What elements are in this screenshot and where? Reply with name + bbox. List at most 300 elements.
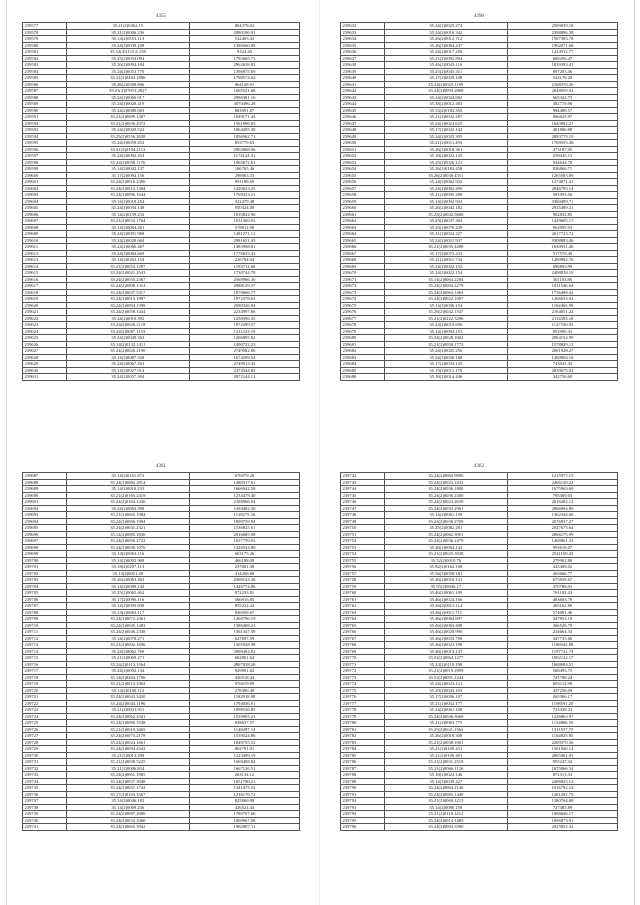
row-value-cell: 853779.63 — [189, 140, 299, 147]
row-value-cell: 1016792.12 — [507, 785, 617, 792]
row-value-cell: 9308883.46 — [507, 237, 617, 244]
row-value-cell: 1305928.98 — [189, 642, 299, 649]
row-id-cell: 239789 — [341, 778, 385, 785]
row-id-cell: 239726 — [23, 726, 67, 733]
row-id-cell: 239705 — [23, 590, 67, 597]
row-value-cell: 470786.01 — [507, 583, 617, 590]
row-code-cell: 35.21(2)0053.1287 — [66, 263, 189, 270]
table-row — [341, 374, 618, 381]
row-id-cell: 239637 — [341, 55, 385, 62]
row-value-cell: 466188.09 — [189, 557, 299, 564]
row-value-cell: 463666.77 — [507, 570, 617, 577]
row-value-cell: 581093.06 — [507, 192, 617, 199]
row-value-cell: 1031369.91 — [189, 218, 299, 225]
row-value-cell: 1965672.61 — [189, 159, 299, 166]
row-id-cell: 239702 — [23, 570, 67, 577]
row-value-cell: 1669408.84 — [189, 759, 299, 766]
row-value-cell: 862791.91 — [189, 746, 299, 753]
row-code-cell: 35.24(2)0003.3390 — [384, 824, 507, 831]
row-code-cell: 35.24(2)0022.1007 — [384, 296, 507, 303]
row-id-cell: 239744 — [341, 486, 385, 493]
row-value-cell: 465162.80 — [507, 603, 617, 610]
row-code-cell: 35.82(2)0162.108 — [384, 564, 507, 571]
row-value-cell: 2064154.99 — [507, 335, 617, 342]
row-id-cell: 239667 — [341, 250, 385, 257]
row-id-cell: 239578 — [23, 29, 67, 36]
row-value-cell: 1174124.31 — [189, 153, 299, 160]
row-id-cell: 239763 — [341, 609, 385, 616]
row-id-cell: 239630 — [23, 367, 67, 374]
panel-top-right — [340, 12, 618, 381]
table-row — [23, 374, 300, 381]
row-code-cell: 35.14(2)0039.427 — [384, 778, 507, 785]
row-code-cell: 35.17(2)0103.3367 — [66, 791, 189, 798]
row-value-cell: 1261282.70 — [507, 791, 617, 798]
row-value-cell: 1215975.15 — [507, 473, 617, 480]
row-code-cell: 35.14(2)0063.116 — [66, 551, 189, 558]
row-id-cell: 239701 — [23, 564, 67, 571]
row-id-cell: 239628 — [23, 354, 67, 361]
row-id-cell: 239662 — [341, 218, 385, 225]
row-value-cell: 342756.60 — [507, 374, 617, 381]
row-id-cell: 239625 — [23, 335, 67, 342]
row-code-cell: 35.21(2)0104.2113 — [66, 146, 189, 153]
row-code-cell: 35.14(2)0084.261 — [66, 224, 189, 231]
row-value-cell: 347853.19 — [507, 616, 617, 623]
row-value-cell: 955247.34 — [507, 759, 617, 766]
panel-top-left — [22, 12, 300, 381]
row-value-cell: 2509039.18 — [507, 23, 617, 30]
row-id-cell: 239647 — [341, 120, 385, 127]
row-code-cell: 35.26(2)0064.142 — [384, 544, 507, 551]
row-value-cell: 2981651.45 — [189, 237, 299, 244]
row-id-cell: 239710 — [23, 622, 67, 629]
row-code-cell: 35.38(2)0012.483 — [384, 101, 507, 108]
row-value-cell: 426518.44 — [189, 674, 299, 681]
row-code-cell: 35.14(2)0019.254 — [66, 198, 189, 205]
row-value-cell: 1696873.91 — [507, 817, 617, 824]
row-id-cell: 239754 — [341, 551, 385, 558]
row-code-cell: 35.25(2)0054.094 — [66, 55, 189, 62]
row-id-cell: 239777 — [341, 700, 385, 707]
row-id-cell: 239706 — [23, 596, 67, 603]
row-value-cell: 2988129.37 — [189, 283, 299, 290]
row-id-cell: 239666 — [341, 244, 385, 251]
row-value-cell: 1211223.19 — [189, 328, 299, 335]
row-value-cell: 745788.24 — [507, 674, 617, 681]
row-value-cell: 1675866.34 — [507, 765, 617, 772]
row-id-cell: 239690 — [23, 492, 67, 499]
row-code-cell: 35.21(2)0025.3938 — [384, 551, 507, 558]
row-id-cell: 239704 — [23, 583, 67, 590]
row-id-cell: 239607 — [23, 218, 67, 225]
row-id-cell: 239633 — [341, 29, 385, 36]
row-value-cell: 3070496.28 — [189, 101, 299, 108]
row-code-cell: 35.52(2)0064.1277 — [384, 655, 507, 662]
row-id-cell: 239751 — [341, 531, 385, 538]
row-value-cell: 568493.75 — [507, 668, 617, 675]
row-code-cell: 35.14(2)0061.159 — [384, 512, 507, 519]
row-value-cell: 1851790.21 — [189, 778, 299, 785]
row-code-cell: 35.14(2)0051.49 — [66, 570, 189, 577]
row-code-cell: 35.17(2)0034.135 — [384, 361, 507, 368]
row-code-cell: 35.46(2)0013.147 — [384, 648, 507, 655]
row-value-cell: 1186942.88 — [507, 642, 617, 649]
row-code-cell: 35.26(2)0508.886 — [66, 81, 189, 88]
row-code-cell: 35.26(2)0064.247 — [384, 42, 507, 49]
row-value-cell: 2093775.19 — [507, 133, 617, 140]
row-id-cell: 239579 — [23, 36, 67, 43]
row-code-cell: 35.18(2)0022.135 — [384, 153, 507, 160]
row-value-cell: 1420023.25 — [189, 185, 299, 192]
row-id-cell: 239672 — [341, 283, 385, 290]
row-code-cell: 35.24(2)0046.3069 — [384, 713, 507, 720]
row-id-cell: 239681 — [341, 341, 385, 348]
row-code-cell: 35.26(2)0038.4351 — [384, 172, 507, 179]
row-value-cell: 852900.33 — [507, 328, 617, 335]
row-value-cell: 301183.86 — [507, 276, 617, 283]
row-id-cell: 239671 — [341, 276, 385, 283]
row-id-cell: 239775 — [341, 687, 385, 694]
row-id-cell: 239719 — [23, 681, 67, 688]
row-id-cell: 239636 — [341, 49, 385, 56]
row-code-cell: 35.24(2)0059.452 — [66, 140, 189, 147]
row-value-cell: 1666042.58 — [189, 486, 299, 493]
row-code-cell: 35.21(2)0011.493 — [384, 140, 507, 147]
row-id-cell: 239643 — [341, 94, 385, 101]
row-id-cell: 239688 — [23, 479, 67, 486]
row-code-cell: 35.24(2)0061.1985 — [66, 772, 189, 779]
row-value-cell: 298963.33 — [189, 172, 299, 179]
row-code-cell: 35.24(2)0073.2178 — [66, 733, 189, 740]
row-id-cell: 239610 — [23, 237, 67, 244]
row-value-cell: 1536825.61 — [189, 525, 299, 532]
row-code-cell: 35.26(2)0018.308 — [384, 733, 507, 740]
row-code-cell: 35.24(2)0036.1888 — [384, 486, 507, 493]
row-value-cell: 1162465.99 — [507, 302, 617, 309]
row-value-cell: 1567383.78 — [507, 36, 617, 43]
row-value-cell: 1216176.72 — [189, 791, 299, 798]
row-code-cell: 35.18(2)0207.113 — [66, 564, 189, 571]
row-code-cell: 35.46(2)0064.697 — [384, 616, 507, 623]
row-code-cell: 35.21(2)0066.1126 — [384, 765, 507, 772]
row-id-cell: 239652 — [341, 153, 385, 160]
row-value-cell: 1675963.69 — [507, 486, 617, 493]
row-id-cell: 239673 — [341, 289, 385, 296]
row-code-cell: 35.14(2)0027.914 — [66, 367, 189, 374]
row-code-cell: 35.25(2)0556.2638 — [66, 133, 189, 140]
row-code-cell: 35.52(2)0010.76 — [384, 557, 507, 564]
row-id-cell: 239725 — [23, 720, 67, 727]
row-id-cell: 239584 — [23, 68, 67, 75]
row-value-cell: 2648059.02 — [507, 88, 617, 95]
row-id-cell: 239793 — [341, 804, 385, 811]
row-code-cell: 35.24(2)0022.154 — [384, 270, 507, 277]
row-id-cell: 239781 — [341, 726, 385, 733]
row-code-cell: 35.21(2)0092.894 — [384, 55, 507, 62]
row-value-cell: 727485.89 — [507, 804, 617, 811]
row-id-cell: 239747 — [341, 505, 385, 512]
row-value-cell: 872233.81 — [189, 590, 299, 597]
row-id-cell: 239708 — [23, 609, 67, 616]
row-code-cell: 35.25(2)0037.302 — [384, 218, 507, 225]
row-code-cell: 35.24(2)0087.1153 — [66, 328, 189, 335]
row-value-cell: 2986381.16 — [189, 94, 299, 101]
row-code-cell: 35.24(2)0022.152 — [384, 263, 507, 270]
row-code-cell: 35.24(2)0094.1399 — [66, 302, 189, 309]
row-code-cell: 35.24(2)0110.198 — [384, 661, 507, 668]
row-id-cell: 239695 — [23, 525, 67, 532]
row-code-cell: 35.52(2)0091.1244 — [384, 674, 507, 681]
row-code-cell: 35.14(2)0095.838 — [66, 603, 189, 610]
row-value-cell: 426524.43 — [189, 804, 299, 811]
row-id-cell: 239594 — [23, 133, 67, 140]
row-code-cell: 35.24(2)0037.5317 — [66, 289, 189, 296]
row-value-cell: 1561940.14 — [507, 746, 617, 753]
row-value-cell: 1429605.17 — [507, 218, 617, 225]
table-row — [341, 824, 618, 831]
row-id-cell: 239714 — [23, 648, 67, 655]
row-code-cell: 35.24(2)0041.2321 — [66, 525, 189, 532]
row-value-cell: 1386560.89 — [189, 42, 299, 49]
row-id-cell: 239602 — [23, 185, 67, 192]
panel-title: 4355 — [156, 14, 166, 19]
row-code-cell: 35.21(2)0106.401 — [384, 752, 507, 759]
row-code-cell: 35.21(2)0058.1773 — [384, 341, 507, 348]
row-code-cell: 35.14(2)0161.872 — [66, 473, 189, 480]
row-value-cell: 1657759.91 — [189, 538, 299, 545]
row-code-cell: 35.46(2)0011.711 — [384, 609, 507, 616]
row-id-cell: 239761 — [341, 596, 385, 603]
row-value-cell: 1197721.73 — [507, 648, 617, 655]
row-id-cell: 239587 — [23, 88, 67, 95]
row-code-cell: 35.14(2)0132.1411 — [66, 341, 189, 348]
row-code-cell: 35.21(2)0011.732 — [384, 257, 507, 264]
row-code-cell: 35.24(2)0091.968 — [66, 231, 189, 238]
row-id-cell: 239689 — [23, 486, 67, 493]
row-value-cell: 662801.64 — [189, 655, 299, 662]
row-code-cell: 35.14(2)0092.932 — [384, 198, 507, 205]
row-code-cell: 35.56(2)0058.181 — [384, 570, 507, 577]
row-id-cell: 239724 — [23, 713, 67, 720]
row-id-cell: 239780 — [341, 720, 385, 727]
row-id-cell: 239772 — [341, 668, 385, 675]
row-value-cell: 2360143.36 — [189, 577, 299, 584]
row-id-cell: 239767 — [341, 635, 385, 642]
row-code-cell: 35.24(2)0045.1483 — [66, 622, 189, 629]
row-value-cell: 237001.08 — [189, 564, 299, 571]
panel-title: 4390 — [474, 14, 484, 19]
row-value-cell: 855222.42 — [189, 603, 299, 610]
row-id-cell: 239760 — [341, 590, 385, 597]
row-id-cell: 239691 — [23, 499, 67, 506]
row-code-cell: 35.24(2)0084.669 — [66, 250, 189, 257]
row-value-cell: 278496.40 — [189, 687, 299, 694]
row-code-cell: 35.21(2)0110.1412 — [384, 811, 507, 818]
row-code-cell: 35.21(2)0095.289 — [384, 192, 507, 199]
row-id-cell: 239589 — [23, 101, 67, 108]
row-value-cell: 1311557.75 — [507, 726, 617, 733]
row-id-cell: 239722 — [23, 700, 67, 707]
row-value-cell: 993618.07 — [507, 544, 617, 551]
row-id-cell: 239622 — [23, 315, 67, 322]
row-id-cell: 239603 — [23, 192, 67, 199]
row-value-cell: 1383908.81 — [189, 244, 299, 251]
row-value-cell: 2541169.43 — [507, 551, 617, 558]
row-value-cell: 1643082.27 — [507, 120, 617, 127]
row-id-cell: 239737 — [23, 798, 67, 805]
row-id-cell: 239653 — [341, 159, 385, 166]
row-value-cell: 902832.85 — [507, 211, 617, 218]
row-code-cell: 35.24(2)0057.394 — [66, 374, 189, 381]
row-id-cell: 239700 — [23, 557, 67, 564]
panel-bottom-right — [340, 462, 618, 831]
row-code-cell: 35.14(2)0036.154 — [384, 302, 507, 309]
row-value-cell: 1269796.19 — [189, 616, 299, 623]
row-code-cell: 35.17(2)0094.156 — [66, 172, 189, 179]
row-code-cell: 35.24(2)0023.625 — [384, 120, 507, 127]
row-value-cell: 1183712.60 — [189, 263, 299, 270]
row-id-cell: 239732 — [23, 765, 67, 772]
row-code-cell: 35.24(2)0028.664 — [66, 237, 189, 244]
row-code-cell: 35.14(2)0080.158 — [384, 804, 507, 811]
row-id-cell: 239729 — [23, 746, 67, 753]
row-value-cell: 1811546.64 — [507, 283, 617, 290]
row-value-cell: 1879666.77 — [189, 289, 299, 296]
row-value-cell: 1266895.82 — [189, 335, 299, 342]
page-gutter — [319, 0, 320, 905]
row-id-cell: 239736 — [23, 791, 67, 798]
row-id-cell: 239784 — [341, 746, 385, 753]
row-value-cell: 627697.59 — [189, 635, 299, 642]
row-value-cell: 1128275.16 — [189, 512, 299, 519]
row-id-cell: 239680 — [341, 335, 385, 342]
row-value-cell: 1198591.20 — [507, 700, 617, 707]
row-value-cell: 1182918.98 — [189, 694, 299, 701]
row-value-cell: 279962.80 — [507, 557, 617, 564]
row-value-cell: 1864205.30 — [189, 127, 299, 134]
row-id-cell: 239676 — [341, 309, 385, 316]
row-id-cell: 239583 — [23, 62, 67, 69]
row-code-cell: 35.21(2)0109.431 — [384, 746, 507, 753]
row-id-cell: 239795 — [341, 817, 385, 824]
row-code-cell: 35.24(2)0026.2190 — [66, 348, 189, 355]
row-code-cell: 35.24(2)0087.2000 — [66, 811, 189, 818]
row-id-cell: 239616 — [23, 276, 67, 283]
row-value-cell: 991190.69 — [189, 179, 299, 186]
row-code-cell: 35.24(2)0034.149 — [66, 205, 189, 212]
row-code-cell: 35.24(2)0072.2361 — [66, 616, 189, 623]
row-value-cell: 265366.17 — [507, 694, 617, 701]
row-value-cell: 9324.40 — [189, 49, 299, 56]
data-table — [22, 22, 300, 381]
row-id-cell: 239590 — [23, 107, 67, 114]
row-code-cell: 35.17(2)0042.142 — [384, 127, 507, 134]
row-value-cell: 1794036.91 — [189, 700, 299, 707]
row-code-cell: 35.24(2)0004.2279 — [384, 283, 507, 290]
row-code-cell: 35.24(2)0043.3420 — [66, 694, 189, 701]
row-value-cell: 578011.88 — [189, 224, 299, 231]
row-id-cell: 239685 — [341, 367, 385, 374]
row-value-cell: 1002122.17 — [507, 655, 617, 662]
row-code-cell: 35.14(2)0010.233 — [66, 486, 189, 493]
row-code-cell: 35.46(2)0063.498 — [384, 622, 507, 629]
row-code-cell: 35.14(2)0009.236 — [66, 804, 189, 811]
row-id-cell: 239696 — [23, 531, 67, 538]
row-id-cell: 239703 — [23, 577, 67, 584]
row-id-cell: 239623 — [23, 322, 67, 329]
row-value-cell: 743041.33 — [507, 361, 617, 368]
row-id-cell: 239619 — [23, 296, 67, 303]
row-code-cell: 35.46(2)0010.141 — [384, 577, 507, 584]
row-id-cell: 239670 — [341, 270, 385, 277]
row-value-cell: 1810822.96 — [189, 211, 299, 218]
row-code-cell: 35.21(2)0038.1001 — [384, 739, 507, 746]
row-code-cell: 35.26(2)0012.712 — [384, 36, 507, 43]
row-id-cell: 239779 — [341, 713, 385, 720]
row-id-cell: 239668 — [341, 257, 385, 264]
row-id-cell: 239749 — [341, 518, 385, 525]
row-code-cell: 35.21(2)0165.2419 — [66, 492, 189, 499]
row-code-cell: 35.24(2)0083.1449 — [384, 791, 507, 798]
row-value-cell: 1839393.41 — [507, 62, 617, 69]
row-id-cell: 239770 — [341, 655, 385, 662]
row-id-cell: 239771 — [341, 661, 385, 668]
row-id-cell: 239601 — [23, 179, 67, 186]
row-code-cell: 35.24(2)0094.4542 — [66, 746, 189, 753]
row-id-cell: 239738 — [23, 804, 67, 811]
row-id-cell: 239657 — [341, 185, 385, 192]
row-code-cell: 35.24(2)0025.395 — [384, 133, 507, 140]
row-id-cell: 239727 — [23, 733, 67, 740]
row-id-cell: 239660 — [341, 205, 385, 212]
row-id-cell: 239620 — [23, 302, 67, 309]
row-value-cell: 1539524.86 — [189, 733, 299, 740]
row-id-cell: 239632 — [341, 23, 385, 30]
row-value-cell: 1226863.97 — [507, 713, 617, 720]
row-code-cell: 35.19(2)0011.176 — [384, 367, 507, 374]
row-value-cell: 2872144.12 — [189, 374, 299, 381]
row-id-cell: 239693 — [23, 512, 67, 519]
row-code-cell: 35.17(2)0073.232 — [384, 250, 507, 257]
row-id-cell: 239752 — [341, 538, 385, 545]
row-value-cell: 414266.88 — [189, 570, 299, 577]
row-code-cell: 35.14(2)0085.1836 — [66, 531, 189, 538]
row-value-cell: 266526.79 — [507, 622, 617, 629]
row-value-cell: 473187.05 — [507, 146, 617, 153]
row-id-cell: 239646 — [341, 114, 385, 121]
row-value-cell: 1098526.85 — [189, 707, 299, 714]
row-value-cell: 322479.48 — [189, 198, 299, 205]
row-id-cell: 239757 — [341, 570, 385, 577]
row-id-cell: 239776 — [341, 694, 385, 701]
row-id-cell: 239597 — [23, 153, 67, 160]
row-value-cell: 1480317.61 — [189, 479, 299, 486]
row-value-cell: 1982807.11 — [189, 824, 299, 831]
row-code-cell: 35.24(2)0023.2639 — [384, 499, 507, 506]
row-id-cell: 239665 — [341, 237, 385, 244]
row-value-cell: 2061928.27 — [507, 348, 617, 355]
row-code-cell: 35.24(2)0024.682 — [384, 94, 507, 101]
row-id-cell: 239718 — [23, 674, 67, 681]
row-id-cell: 239674 — [341, 296, 385, 303]
row-id-cell: 239611 — [23, 244, 67, 251]
row-value-cell: 1223499.19 — [189, 752, 299, 759]
row-id-cell: 239654 — [341, 166, 385, 173]
row-value-cell: 1224912.77 — [507, 49, 617, 56]
row-code-cell: 35.24(2)0039.108 — [66, 42, 189, 49]
row-id-cell: 239735 — [23, 785, 67, 792]
